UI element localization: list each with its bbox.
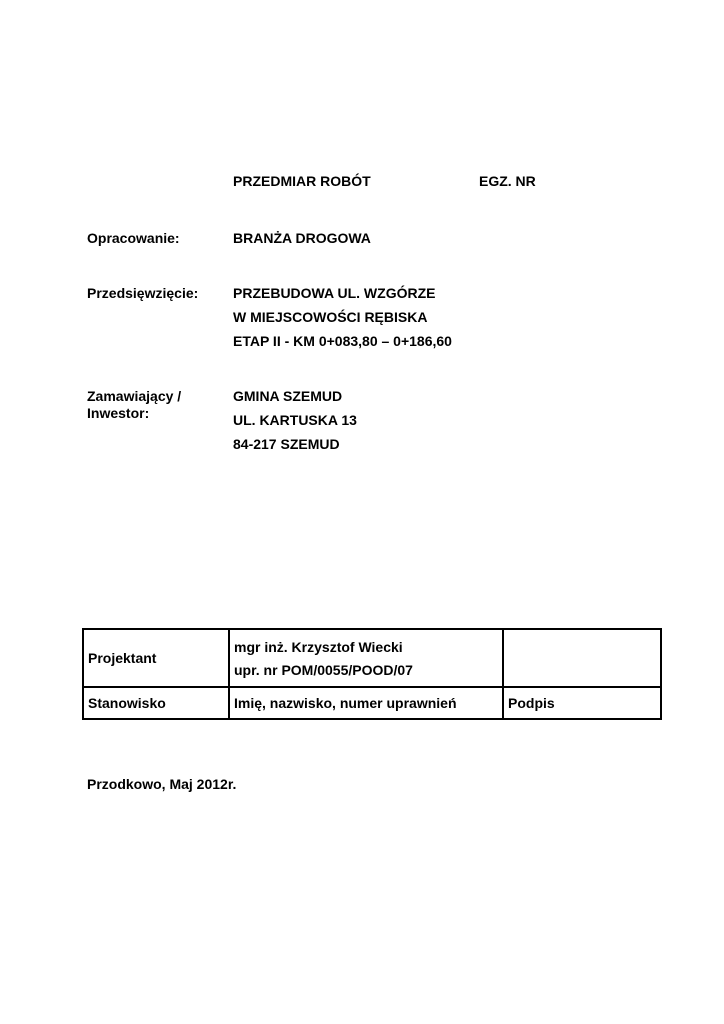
signature-table xyxy=(82,628,662,720)
document-title: PRZEDMIAR ROBÓT xyxy=(233,173,371,189)
role-cell: Projektant xyxy=(83,629,229,687)
zamawiajacy-label xyxy=(87,388,181,422)
investor-postal: 84-217 SZEMUD xyxy=(233,436,340,452)
designer-cell xyxy=(229,629,503,687)
copy-number: EGZ. NR xyxy=(479,173,536,189)
investor-name: GMINA SZEMUD xyxy=(233,388,343,404)
zamawiajacy-value xyxy=(233,388,357,453)
designer-name: mgr inż. Krzysztof Wiecki xyxy=(234,638,403,655)
przedsiewziecie-line: ETAP II - KM 0+083,80 – 0+186,60 xyxy=(233,333,452,349)
table-row xyxy=(83,687,661,719)
investor-street: UL. KARTUSKA 13 xyxy=(233,412,357,428)
przedsiewziecie-line: PRZEBUDOWA UL. WZGÓRZE xyxy=(233,285,436,301)
przedsiewziecie-label: Przedsięwzięcie: xyxy=(87,285,199,301)
designer-license: upr. nr POM/0055/POOD/07 xyxy=(234,661,413,678)
opracowanie-value: BRANŻA DROGOWA xyxy=(233,230,371,246)
position-header: Stanowisko xyxy=(83,687,229,719)
przedsiewziecie-line: W MIEJSCOWOŚCI RĘBISKA xyxy=(233,309,428,325)
signature-cell xyxy=(503,629,661,687)
przedsiewziecie-value xyxy=(233,285,452,350)
signature-header: Podpis xyxy=(503,687,661,719)
name-header: Imię, nazwisko, numer uprawnień xyxy=(229,687,503,719)
place-date: Przodkowo, Maj 2012r. xyxy=(87,776,237,792)
table-row xyxy=(83,629,661,687)
zamawiajacy-label-line2: Inwestor: xyxy=(87,405,150,421)
opracowanie-label: Opracowanie: xyxy=(87,230,180,246)
zamawiajacy-label-line1: Zamawiający / xyxy=(87,388,182,404)
